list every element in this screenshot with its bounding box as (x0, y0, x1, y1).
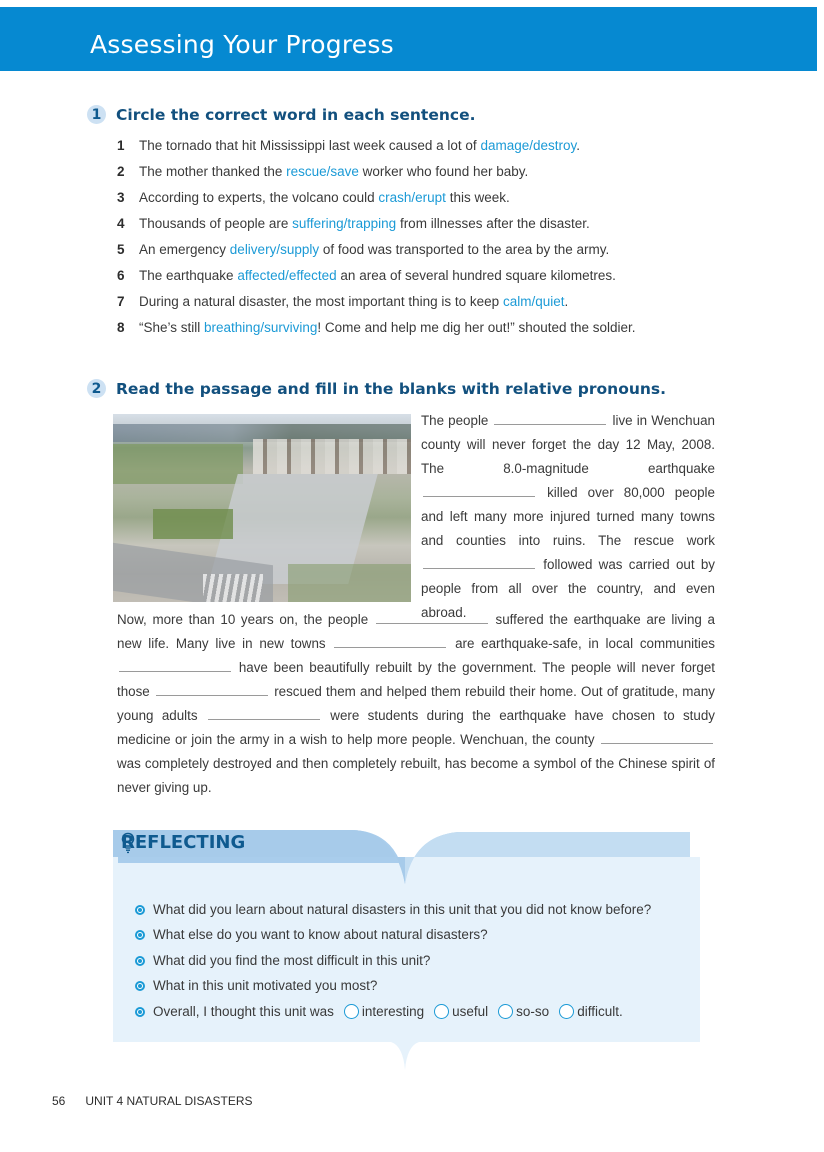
blank-input-8[interactable] (208, 706, 320, 720)
list-item (117, 266, 717, 292)
sentence-text: an area of several hundred square kilometres. (336, 268, 616, 283)
word-options[interactable]: affected/effected (237, 268, 337, 283)
passage-text: are earthquake-safe, in local communities (455, 636, 715, 651)
sentence-text: According to experts, the volcano could (139, 190, 379, 205)
sentence-text: Thousands of people are (139, 216, 293, 231)
item-number: 8 (117, 320, 125, 335)
passage-text: suffered the earthquake are living a new life. Many live in new towns (117, 612, 715, 651)
exercise-2-number: 2 (87, 379, 106, 398)
blank-input-1[interactable] (494, 411, 606, 425)
radio-circle-icon[interactable] (434, 1004, 449, 1019)
word-options[interactable]: crash/erupt (378, 190, 446, 205)
passage-text: was completely destroyed and then completely rebuilt, has become a symbol of the Chinese spirit of never giving up. (117, 756, 715, 795)
radio-circle-icon[interactable] (559, 1004, 574, 1019)
item-number: 3 (117, 190, 125, 205)
blank-input-3[interactable] (423, 555, 535, 569)
wenchuan-photo (113, 414, 411, 602)
blank-input-9[interactable] (601, 730, 713, 744)
radio-label: interesting (361, 1003, 425, 1019)
passage-text: live in Wenchuan county will never forget the day 12 May, 2008. The 8.0-magnitude earthquake (421, 413, 715, 476)
passage-text: were students during the earthquake have chosen to study medicine or join the army in a wish to help more people. Wenchuan, the county (117, 708, 715, 747)
passage-text: followed was carried out by people from all over the country, and even abroad. (421, 557, 715, 620)
list-item (117, 214, 717, 240)
reflecting-box (113, 826, 700, 1072)
sentence-text: During a natural disaster, the most important thing is to keep (139, 294, 503, 309)
radio-option-difficult[interactable] (559, 1002, 623, 1022)
radio-option-so-so[interactable] (498, 1002, 549, 1022)
list-item (135, 923, 651, 949)
blank-input-7[interactable] (156, 682, 268, 696)
word-options[interactable]: damage/destroy (480, 138, 577, 153)
list-item (117, 188, 717, 214)
item-number: 5 (117, 242, 125, 257)
page-footer (52, 1094, 253, 1108)
passage-text: have been beautifully rebuilt by the government. The people will never forget those (117, 660, 715, 699)
unit-label: UNIT 4 NATURAL DISASTERS (85, 1094, 253, 1108)
overall-label: Overall, I thought this unit was (153, 1003, 334, 1019)
blank-input-2[interactable] (423, 483, 535, 497)
blank-input-4[interactable] (376, 610, 488, 624)
exercise-1-title: Circle the correct word in each sentence. (116, 105, 476, 124)
target-bullet-icon (135, 930, 145, 940)
lightbulb-icon (121, 832, 135, 854)
sentence-text: The tornado that hit Mississippi last week caused a lot of (139, 138, 481, 153)
item-number: 2 (117, 164, 125, 179)
question-text: What did you find the most difficult in this unit? (153, 952, 431, 968)
list-item (117, 292, 717, 318)
passage-text: killed over 80,000 people and left many more injured turned many towns and counties into ruins. The rescue work (421, 485, 715, 548)
list-item (135, 948, 651, 974)
sentence-text: this week. (445, 190, 510, 205)
passage-side-text (421, 409, 715, 625)
target-bullet-icon (135, 981, 145, 991)
item-number: 6 (117, 268, 125, 283)
exercise-1-list (117, 136, 717, 344)
reflecting-title: REFLECTING (121, 832, 246, 853)
sentence-text: . (564, 294, 569, 309)
radio-circle-icon[interactable] (344, 1004, 359, 1019)
passage-text: Now, more than 10 years on, the people (117, 612, 369, 627)
passage-text: The people (421, 413, 489, 428)
sentence-text: ! Come and help me dig her out!” shouted the soldier. (317, 320, 636, 335)
list-item (117, 136, 717, 162)
exercise-2-heading (87, 379, 666, 398)
word-options[interactable]: rescue/save (286, 164, 359, 179)
word-options[interactable]: delivery/supply (229, 242, 320, 257)
list-item (135, 974, 651, 1000)
list-item (117, 318, 717, 344)
list-item (135, 897, 651, 923)
exercise-1-heading (87, 105, 475, 124)
sentence-text: . (576, 138, 581, 153)
sentence-text: from illnesses after the disaster. (396, 216, 590, 231)
word-options[interactable]: calm/quiet (502, 294, 565, 309)
radio-label: difficult. (577, 1003, 623, 1019)
sentence-text: The mother thanked the (139, 164, 287, 179)
passage-text: rescued them and helped them rebuild their home. Out of gratitude, many young adults (117, 684, 715, 723)
radio-option-interesting[interactable] (344, 1002, 424, 1022)
item-number: 7 (117, 294, 125, 309)
item-number: 4 (117, 216, 125, 231)
exercise-2-title: Read the passage and fill in the blanks with relative pronouns. (116, 379, 667, 398)
word-options[interactable]: suffering/trapping (292, 216, 397, 231)
reflecting-questions (135, 897, 651, 1025)
list-item (117, 162, 717, 188)
passage-main-text (117, 608, 715, 800)
page-number: 56 (52, 1094, 66, 1108)
exercise-1-number: 1 (87, 105, 106, 124)
radio-option-useful[interactable] (434, 1002, 488, 1022)
page-title: Assessing Your Progress (90, 30, 394, 59)
item-number: 1 (117, 138, 125, 153)
sentence-text: An emergency (139, 242, 230, 257)
sentence-text: worker who found her baby. (358, 164, 529, 179)
sentence-text: of food was transported to the area by the army. (319, 242, 610, 257)
sentence-text: The earthquake (139, 268, 238, 283)
question-text: What else do you want to know about natural disasters? (153, 927, 488, 943)
word-options[interactable]: breathing/surviving (204, 320, 318, 335)
target-bullet-icon (135, 956, 145, 966)
list-item-overall (135, 999, 651, 1025)
target-bullet-icon (135, 1007, 145, 1017)
question-text: What did you learn about natural disasters in this unit that you did not know before? (153, 901, 652, 917)
reflecting-heading (121, 832, 245, 853)
radio-circle-icon[interactable] (498, 1004, 513, 1019)
blank-input-5[interactable] (334, 634, 446, 648)
radio-label: so-so (516, 1003, 550, 1019)
list-item (117, 240, 717, 266)
question-text: What in this unit motivated you most? (153, 978, 378, 994)
radio-label: useful (452, 1003, 489, 1019)
target-bullet-icon (135, 905, 145, 915)
sentence-text: “She’s still (139, 320, 205, 335)
blank-input-6[interactable] (119, 658, 231, 672)
